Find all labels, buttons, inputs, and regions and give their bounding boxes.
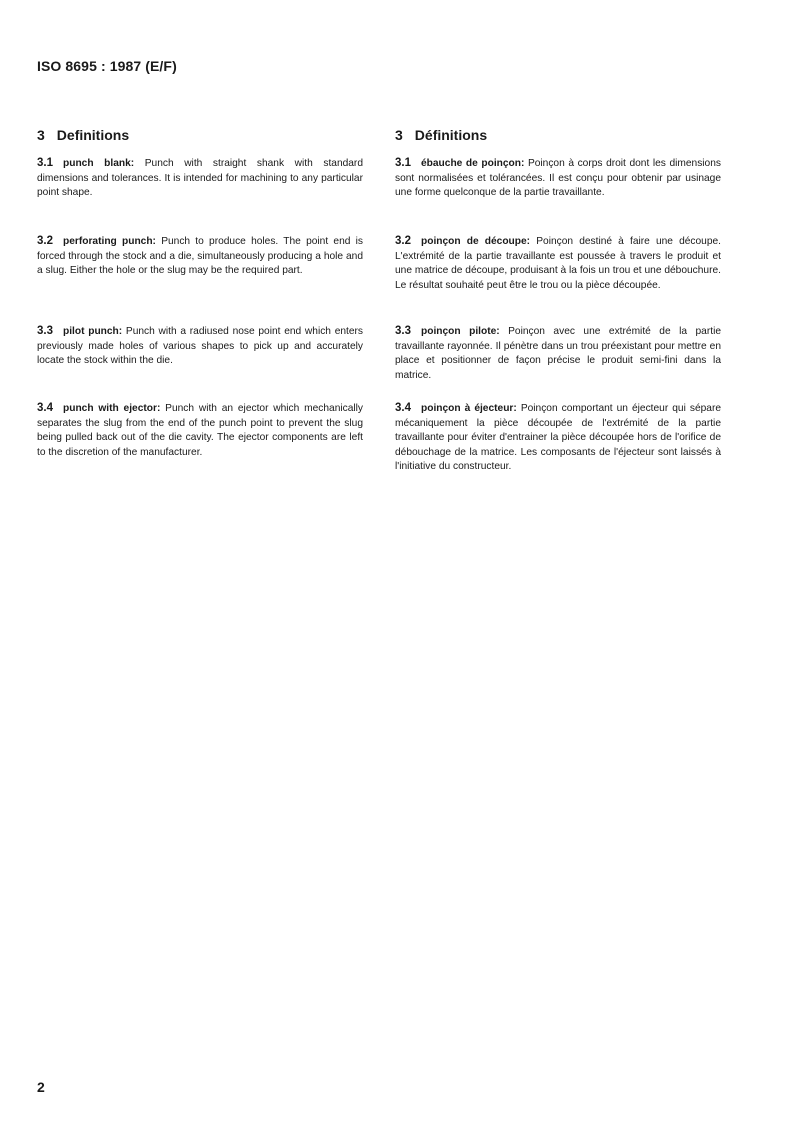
definition-number: 3.1 bbox=[395, 157, 411, 169]
definition-number: 3.2 bbox=[395, 235, 411, 247]
definition-text: Poinçon avec une extrémité de la partie travaillante rayonnée. Il pénètre dans un trou préexistant pour mettre en place et positionner de façon précise le produit semi-fini dans la matrice. bbox=[395, 326, 721, 381]
document-header: ISO 8695 : 1987 (E/F) bbox=[37, 58, 177, 74]
definition-term: pilot punch: bbox=[63, 326, 123, 337]
definition-fr-3-4 bbox=[395, 401, 721, 475]
definition-text: Punch with an ejector which mechanically separates the slug from the end of the punch point to prevent the slug being pulled back out of the die cavity. The ejector components are left to the discretion of the manufacturer. bbox=[37, 403, 364, 458]
definition-en-3-1 bbox=[37, 156, 363, 201]
definition-term: poinçon de découpe: bbox=[421, 236, 531, 247]
definition-term: poinçon à éjecteur: bbox=[421, 403, 517, 414]
definition-number: 3.4 bbox=[395, 402, 411, 414]
definition-text: Punch to produce holes. The point end is forced through the stock and a die, simultaneously producing a hole and a slug. Either the hole or the slug may be the required part. bbox=[37, 236, 363, 277]
definition-number: 3.4 bbox=[37, 402, 53, 414]
definition-en-3-2 bbox=[37, 234, 363, 279]
english-section-title bbox=[37, 126, 363, 144]
definition-fr-3-3 bbox=[395, 324, 721, 383]
definition-text: Punch with a radiused nose point end which enters previously made holes of various shapes to pick up and accurately locate the stock within the die. bbox=[37, 326, 364, 367]
definition-term: poinçon pilote: bbox=[421, 326, 500, 337]
section-title-text: Definitions bbox=[56, 127, 130, 143]
section-title-text: Définitions bbox=[414, 127, 488, 143]
definition-fr-3-2 bbox=[395, 234, 721, 293]
definition-term: punch blank: bbox=[63, 158, 135, 169]
definition-en-3-3 bbox=[37, 324, 363, 369]
section-number: 3 bbox=[37, 127, 45, 143]
definition-en-3-4 bbox=[37, 401, 363, 460]
definition-number: 3.1 bbox=[37, 157, 53, 169]
english-column bbox=[37, 126, 364, 458]
french-section-title bbox=[395, 126, 721, 144]
definition-text: Poinçon comportant un éjecteur qui sépare mécaniquement la pièce découpée de l'extrémité de la partie travaillante pour éviter d'entrainer la pièce découpée hors de l'orifice de débouchage de la matrice. Les composants de l'éjecteur sont laissés à l'initiative du constructeur. bbox=[395, 403, 721, 473]
french-column bbox=[395, 126, 722, 473]
definition-number: 3.2 bbox=[37, 235, 53, 247]
definition-term: ébauche de poinçon: bbox=[421, 158, 525, 169]
definition-term: punch with ejector: bbox=[63, 403, 161, 414]
definition-text: Punch with straight shank with standard dimensions and tolerances. It is intended for machining to any particular point shape. bbox=[37, 158, 363, 199]
definition-number: 3.3 bbox=[37, 325, 53, 337]
definition-fr-3-1 bbox=[395, 156, 721, 201]
page-number: 2 bbox=[37, 1079, 45, 1095]
definition-text: Poinçon destiné à faire une découpe. L'extrémité de la partie travaillante est poussée à travers le produit et une matrice de découpe, produisant à la fois un trou et une débouchure. Le résultat souhaité peut être le trou ou la pièce découpée. bbox=[395, 236, 722, 291]
definition-term: perforating punch: bbox=[63, 236, 156, 247]
definition-text: Poinçon à corps droit dont les dimensions sont normalisées et tolérancées. Il est conçu pour obtenir par usinage une forme quelconque de la partie travaillante. bbox=[395, 158, 721, 199]
section-number: 3 bbox=[395, 127, 403, 143]
definition-number: 3.3 bbox=[395, 325, 411, 337]
